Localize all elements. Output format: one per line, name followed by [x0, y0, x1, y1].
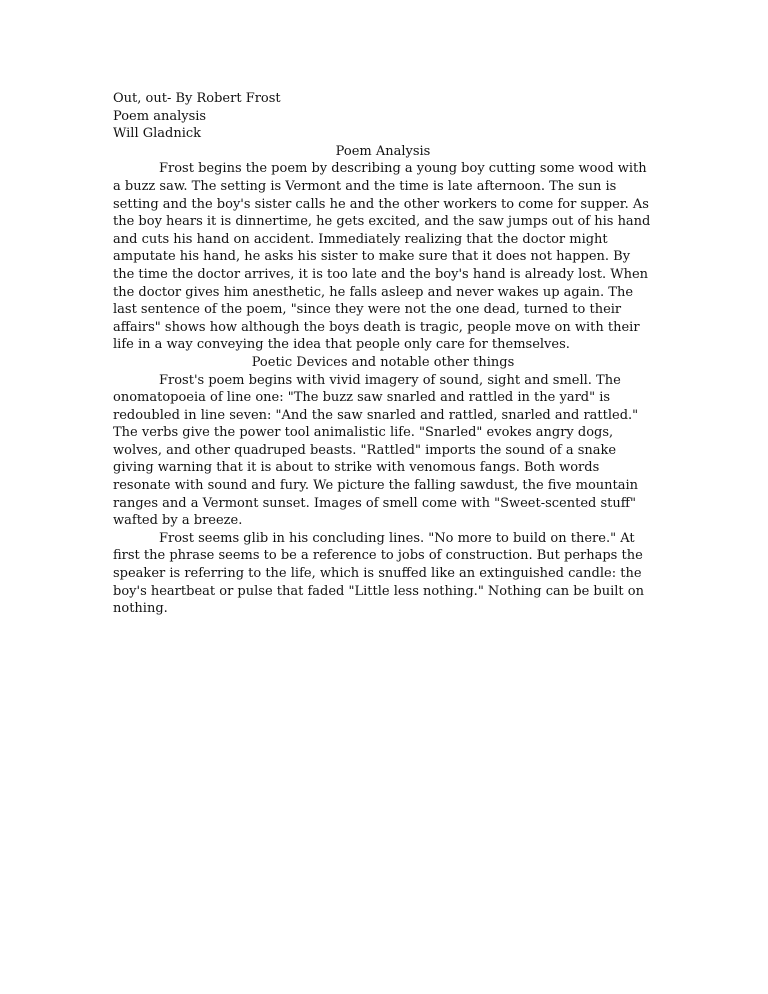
section-heading: Poetic Devices and notable other things	[251, 354, 515, 370]
section-poetic-devices	[113, 354, 653, 618]
body-paragraph: Frost's poem begins with vivid imagery of sound, sight and smell. The onomatopoeia of line one: "The buzz saw snarled and rattled in the yard" is redoubled in line seven: "And the saw snarled and rattled, snarled and rattled." The verbs give the power tool animalistic life. "Snarled" evokes angry dogs, wolves, and other quadruped beasts. "Rattled" imports the sound of a snake giving warning that it is about to strike with venomous fangs. Both words resonate with sound and fury. We picture the falling sawdust, the five mountain ranges and a Vermont sunset. Images of smell come with "Sweet-scented stuff" wafted by a breeze.	[113, 372, 639, 529]
author-line: Will Gladnick	[113, 126, 202, 142]
body-paragraph: Frost begins the poem by describing a young boy cutting some wood with a buzz saw. The setting is Vermont and the time is late afternoon. The sun is setting and the boy's sister calls he and the other workers to come for supper. As the boy hears it is dinnertime, he gets excited, and the saw jumps out of his hand and cuts his hand on accident. Immediately realizing that the doctor might amputate his hand, he asks his sister to make sure that it does not happen. By the time the doctor arrives, it is too late and the boy's hand is already lost. When the doctor gives him anesthetic, he falls asleep and never wakes up again. The last sentence of the poem, "since they were not the one dead, turned to their affairs" shows how although the boys death is tragic, people move on with their life in a way conveying the idea that people only care for themselves.	[113, 161, 651, 353]
document-title-line: Out, out- By Robert Frost	[113, 91, 281, 106]
document-subtitle-line: Poem analysis	[113, 108, 207, 124]
body-paragraph: Frost seems glib in his concluding lines. "No more to build on there." At first the phrase seems to be a reference to jobs of construction. But perhaps the speaker is referring to the life, which is snuffed like an extinguished candle: the boy's heartbeat or pulse that faded "Little less nothing." Nothing can be built on nothing.	[113, 530, 644, 617]
section-heading: Poem Analysis	[335, 143, 431, 159]
document-page	[113, 90, 653, 618]
section-poem-analysis	[113, 143, 653, 354]
